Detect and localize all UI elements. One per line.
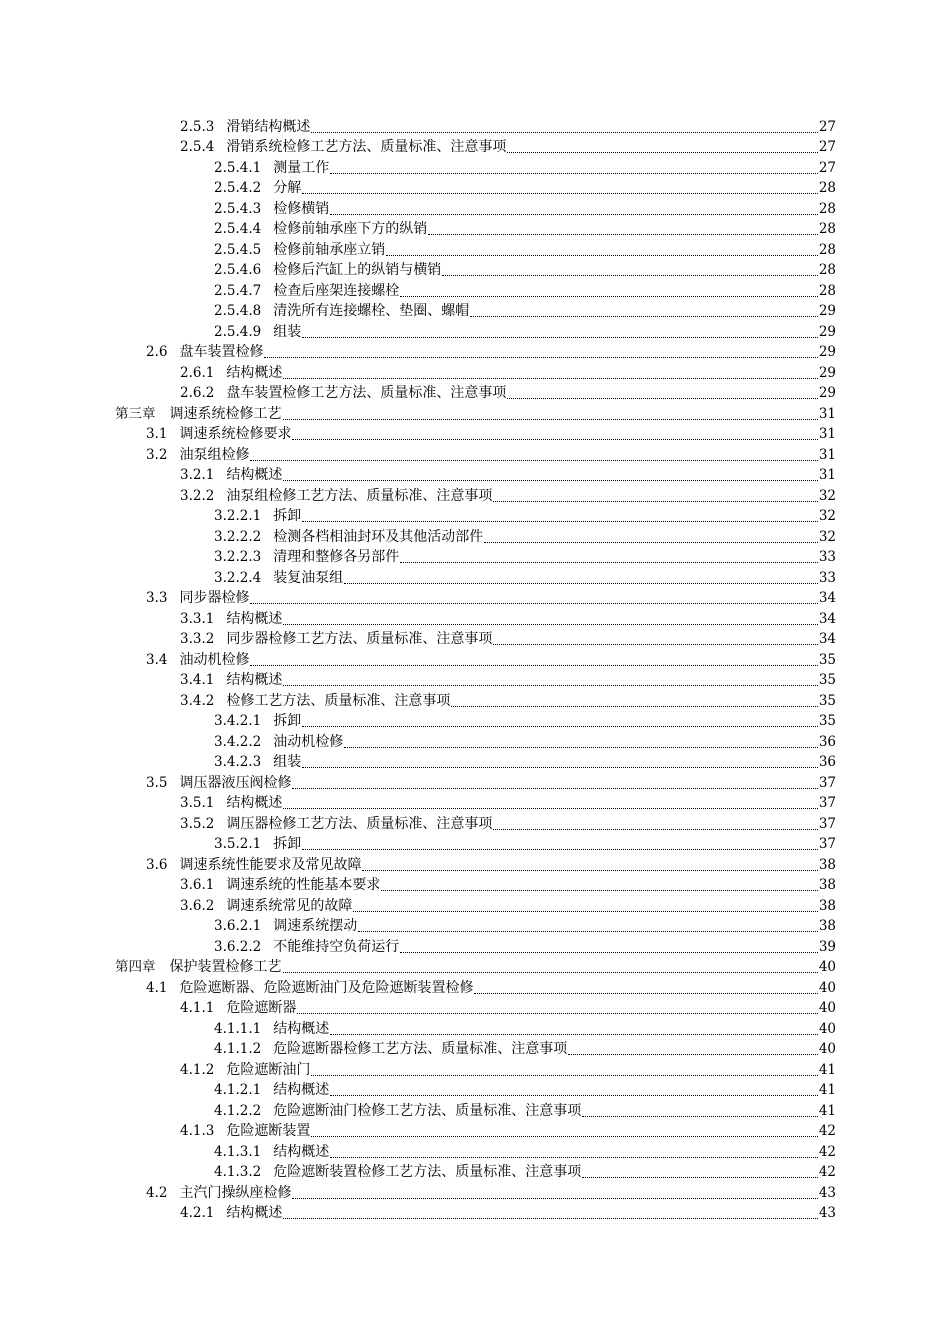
toc-dot-leader [250, 460, 817, 461]
toc-entry-title: 调速系统检修工艺 [169, 405, 282, 422]
toc-dot-leader [330, 1034, 818, 1035]
toc-entry-page-number: 31 [818, 467, 836, 483]
toc-dot-leader [292, 1198, 817, 1199]
toc-entry-page-number: 29 [818, 385, 836, 401]
toc-entry-page-number: 35 [818, 692, 836, 709]
toc-dot-leader [311, 132, 817, 133]
toc-dot-leader [400, 562, 818, 563]
toc-entry-title: 拆卸 [273, 713, 302, 729]
toc-entry-title: 调压器检修工艺方法、质量标准、注意事项 [226, 815, 493, 832]
toc-entry[interactable] [0, 300, 836, 321]
toc-entry[interactable] [0, 1202, 836, 1223]
toc-entry-page-number: 37 [818, 774, 836, 791]
toc-entry-number: 3.3.2 [180, 631, 215, 647]
toc-entry-title: 清洗所有连接螺栓、垫圈、螺帽 [273, 303, 470, 319]
toc-dot-leader [297, 1013, 817, 1014]
toc-entry-page-number: 37 [818, 836, 836, 852]
toc-entry-number: 2.5.4.6 [214, 262, 262, 278]
toc-entry-title: 分解 [273, 180, 302, 196]
toc-entry-page-number: 37 [818, 795, 836, 811]
toc-entry-page-number: 28 [818, 241, 836, 258]
toc-dot-leader [302, 521, 818, 522]
toc-entry[interactable] [0, 136, 836, 157]
toc-entry[interactable] [0, 1058, 836, 1079]
toc-entry[interactable] [0, 648, 836, 669]
toc-entry-number: 3.5.1 [180, 795, 215, 811]
toc-dot-leader [292, 788, 817, 789]
toc-entry-number: 3.6.2 [180, 897, 215, 914]
toc-entry-number: 4.2.1 [180, 1205, 215, 1221]
toc-dot-leader [283, 624, 817, 625]
toc-entry[interactable] [0, 587, 836, 608]
toc-dot-leader [292, 439, 817, 440]
toc-entry-number: 3.5 [146, 774, 168, 791]
toc-entry-page-number: 40 [818, 1041, 836, 1057]
toc-entry-title: 主汽门操纵座检修 [179, 1184, 292, 1201]
toc-entry-number: 4.1.3.2 [214, 1164, 262, 1180]
toc-entry[interactable] [0, 976, 836, 997]
toc-entry[interactable] [0, 833, 836, 854]
toc-entry-page-number: 38 [818, 897, 836, 914]
toc-entry-title: 滑销结构概述 [226, 118, 311, 135]
toc-entry[interactable] [0, 894, 836, 915]
toc-entry-page-number: 28 [818, 282, 836, 299]
toc-entry-title: 测量工作 [273, 159, 330, 176]
toc-entry-number: 2.5.4.2 [214, 180, 262, 196]
toc-entry-page-number: 33 [818, 549, 836, 565]
table-of-contents [0, 115, 950, 1222]
toc-entry-number: 3.5.2 [180, 815, 215, 832]
toc-entry-page-number: 35 [818, 651, 836, 668]
toc-dot-leader [283, 378, 817, 379]
toc-dot-leader [474, 993, 817, 994]
toc-entry-title: 清理和整修各另部件 [273, 549, 400, 565]
toc-entry[interactable] [0, 1099, 836, 1120]
toc-entry-title: 危险遮断油门检修工艺方法、质量标准、注意事项 [273, 1102, 582, 1119]
toc-entry[interactable] [0, 730, 836, 751]
toc-entry-page-number: 28 [818, 262, 836, 278]
toc-entry-page-number: 31 [818, 426, 836, 442]
toc-entry-page-number: 35 [818, 672, 836, 688]
toc-entry-number: 4.1.1.1 [214, 1020, 262, 1037]
toc-dot-leader [283, 972, 818, 973]
toc-entry-number: 4.2 [146, 1184, 168, 1201]
toc-entry-title: 同步器检修 [179, 590, 250, 606]
toc-entry[interactable] [0, 115, 836, 136]
toc-entry[interactable] [0, 484, 836, 505]
toc-entry-title: 调速系统性能要求及常见故障 [179, 856, 362, 873]
toc-entry-number: 第三章 [115, 405, 156, 422]
toc-entry-page-number: 36 [818, 733, 836, 750]
toc-dot-leader [302, 726, 818, 727]
toc-entry-title: 危险遮断装置检修工艺方法、质量标准、注意事项 [273, 1164, 582, 1180]
toc-entry-page-number: 31 [818, 405, 836, 422]
toc-dot-leader [358, 931, 818, 932]
toc-entry-page-number: 42 [818, 1164, 836, 1180]
toc-entry-page-number: 28 [818, 221, 836, 237]
toc-entry-page-number: 28 [818, 180, 836, 196]
toc-entry-number: 3.6.2.1 [214, 918, 262, 934]
toc-entry-title: 滑销系统检修工艺方法、质量标准、注意事项 [226, 139, 507, 155]
toc-entry[interactable] [0, 1161, 836, 1182]
toc-entry[interactable] [0, 464, 836, 485]
toc-entry-page-number: 38 [818, 856, 836, 873]
toc-entry-page-number: 42 [818, 1123, 836, 1139]
toc-dot-leader [283, 480, 817, 481]
toc-dot-leader [344, 583, 818, 584]
toc-entry-page-number: 27 [818, 139, 836, 155]
toc-dot-leader [302, 337, 818, 338]
toc-dot-leader [400, 296, 818, 297]
toc-entry-title: 检修前轴承座下方的纵销 [273, 221, 428, 237]
toc-entry-title: 危险遮断器、危险遮断油门及危险遮断装置检修 [179, 979, 474, 996]
toc-entry-number: 4.1.2.1 [214, 1082, 262, 1098]
toc-dot-leader [283, 419, 818, 420]
toc-entry-title: 结构概述 [226, 467, 283, 483]
toc-entry[interactable] [0, 915, 836, 936]
toc-entry[interactable] [0, 710, 836, 731]
toc-entry[interactable] [0, 1181, 836, 1202]
toc-dot-leader [470, 316, 818, 317]
toc-entry[interactable] [0, 997, 836, 1018]
toc-entry-page-number: 29 [818, 323, 836, 340]
toc-dot-leader [330, 173, 818, 174]
toc-entry-page-number: 34 [818, 590, 836, 606]
toc-entry-title: 结构概述 [273, 1143, 330, 1160]
toc-entry-page-number: 43 [818, 1184, 836, 1201]
toc-entry[interactable] [0, 853, 836, 874]
toc-entry[interactable] [0, 935, 836, 956]
toc-entry-number: 3.5.2.1 [214, 836, 262, 852]
toc-dot-leader [493, 644, 817, 645]
toc-entry-title: 组装 [273, 323, 302, 340]
toc-entry-title: 结构概述 [226, 364, 283, 381]
toc-entry[interactable] [0, 1120, 836, 1141]
toc-entry[interactable] [0, 1079, 836, 1100]
toc-entry-title: 组装 [273, 754, 302, 770]
toc-entry-page-number: 29 [818, 303, 836, 319]
toc-entry[interactable] [0, 443, 836, 464]
toc-dot-leader [493, 501, 817, 502]
toc-entry-number: 4.1.1.2 [214, 1041, 262, 1057]
toc-dot-leader [442, 275, 818, 276]
toc-entry[interactable] [0, 607, 836, 628]
toc-entry-number: 3.6 [146, 856, 168, 873]
toc-entry-page-number: 41 [818, 1061, 836, 1078]
toc-entry-number: 2.5.4.4 [214, 221, 262, 237]
toc-entry-number: 第四章 [115, 959, 156, 975]
toc-entry-title: 检修后汽缸上的纵销与横销 [273, 262, 442, 278]
toc-entry-page-number: 43 [818, 1205, 836, 1221]
toc-entry[interactable] [0, 689, 836, 710]
toc-entry-number: 3.2.2.4 [214, 569, 262, 586]
toc-entry-number: 2.5.4.5 [214, 241, 262, 258]
toc-dot-leader [362, 870, 817, 871]
toc-entry-number: 3.4.1 [180, 672, 215, 688]
toc-entry-number: 4.1.3 [180, 1123, 215, 1139]
toc-entry-number: 2.5.4.9 [214, 323, 262, 340]
toc-entry-page-number: 39 [818, 938, 836, 955]
toc-entry-number: 4.1.2 [180, 1061, 215, 1078]
toc-entry-page-number: 27 [818, 118, 836, 135]
toc-entry[interactable] [0, 505, 836, 526]
toc-entry[interactable] [0, 320, 836, 341]
toc-entry-title: 检修前轴承座立销 [273, 241, 386, 258]
toc-dot-leader [311, 1136, 817, 1137]
toc-dot-leader [311, 1075, 817, 1076]
toc-entry-number: 3.2 [146, 446, 168, 463]
toc-entry-title: 拆卸 [273, 836, 302, 852]
toc-entry-number: 3.2.2.2 [214, 528, 262, 545]
toc-entry-number: 2.5.3 [180, 118, 215, 135]
toc-entry-page-number: 36 [818, 754, 836, 770]
toc-entry[interactable] [0, 156, 836, 177]
toc-dot-leader [582, 1116, 818, 1117]
toc-entry-title: 检修工艺方法、质量标准、注意事项 [226, 692, 451, 709]
toc-dot-leader [568, 1054, 818, 1055]
toc-entry-number: 3.2.2.3 [214, 549, 262, 565]
toc-entry-page-number: 42 [818, 1143, 836, 1160]
toc-entry-page-number: 28 [818, 200, 836, 217]
toc-dot-leader [493, 829, 817, 830]
toc-entry-number: 2.5.4.8 [214, 303, 262, 319]
toc-entry-number: 3.2.2 [180, 487, 215, 504]
toc-entry-page-number: 35 [818, 713, 836, 729]
toc-entry-title: 油泵组检修 [179, 446, 250, 463]
toc-entry-page-number: 34 [818, 610, 836, 627]
toc-entry[interactable] [0, 423, 836, 444]
toc-entry-number: 2.5.4.1 [214, 159, 262, 176]
toc-entry-number: 3.2.2.1 [214, 508, 262, 524]
toc-entry-title: 装复油泵组 [273, 569, 344, 586]
toc-entry[interactable] [0, 628, 836, 649]
toc-entry[interactable] [0, 771, 836, 792]
toc-entry-page-number: 37 [818, 815, 836, 832]
toc-entry-number: 4.1 [146, 979, 168, 996]
toc-entry-number: 3.3.1 [180, 610, 215, 627]
toc-entry[interactable] [0, 956, 836, 977]
toc-entry-number: 4.1.3.1 [214, 1143, 262, 1160]
toc-entry-title: 调速系统的性能基本要求 [226, 877, 381, 893]
toc-entry-title: 结构概述 [226, 795, 283, 811]
toc-dot-leader [428, 234, 818, 235]
toc-dot-leader [484, 542, 818, 543]
toc-entry-number: 2.6.1 [180, 364, 215, 381]
toc-entry[interactable] [0, 1038, 836, 1059]
toc-dot-leader [283, 1218, 817, 1219]
toc-entry-title: 检测各档相油封环及其他活动部件 [273, 528, 484, 545]
toc-entry-number: 3.4.2.2 [214, 733, 262, 750]
toc-dot-leader [302, 767, 818, 768]
toc-dot-leader [283, 685, 817, 686]
toc-entry-title: 危险遮断装置 [226, 1123, 311, 1139]
toc-entry[interactable] [0, 874, 836, 895]
toc-entry-page-number: 29 [818, 344, 836, 360]
toc-dot-leader [353, 911, 817, 912]
toc-entry-page-number: 40 [818, 959, 836, 975]
toc-entry-title: 调速系统摆动 [273, 918, 358, 934]
toc-entry-title: 结构概述 [226, 672, 283, 688]
toc-entry[interactable] [0, 279, 836, 300]
toc-entry[interactable] [0, 402, 836, 423]
toc-entry-number: 3.2.1 [180, 467, 215, 483]
toc-entry-number: 3.4.2.1 [214, 713, 262, 729]
toc-entry-page-number: 34 [818, 631, 836, 647]
toc-entry-title: 结构概述 [226, 610, 283, 627]
toc-entry-page-number: 40 [818, 979, 836, 996]
toc-dot-leader [344, 747, 818, 748]
toc-entry-number: 2.5.4 [180, 139, 215, 155]
toc-entry-title: 结构概述 [226, 1205, 283, 1221]
toc-entry-page-number: 27 [818, 159, 836, 176]
toc-dot-leader [264, 357, 817, 358]
toc-dot-leader [507, 152, 817, 153]
toc-entry-page-number: 31 [818, 446, 836, 463]
toc-entry[interactable] [0, 1017, 836, 1038]
toc-dot-leader [330, 1095, 818, 1096]
toc-entry-title: 检查后座架连接螺栓 [273, 282, 400, 299]
toc-entry-number: 3.4.2.3 [214, 754, 262, 770]
toc-entry-page-number: 32 [818, 508, 836, 524]
toc-entry-number: 4.1.2.2 [214, 1102, 262, 1119]
toc-entry[interactable] [0, 238, 836, 259]
toc-entry[interactable] [0, 361, 836, 382]
toc-dot-leader [250, 665, 817, 666]
toc-entry-number: 4.1.1 [180, 1000, 215, 1016]
toc-dot-leader [302, 193, 818, 194]
toc-entry-page-number: 29 [818, 364, 836, 381]
toc-dot-leader [400, 952, 818, 953]
toc-dot-leader [381, 890, 817, 891]
toc-dot-leader [250, 603, 817, 604]
toc-dot-leader [507, 398, 817, 399]
toc-entry[interactable] [0, 566, 836, 587]
toc-entry-title: 盘车装置检修 [179, 344, 264, 360]
toc-entry-number: 3.6.2.2 [214, 938, 262, 955]
toc-dot-leader [330, 214, 818, 215]
toc-entry-page-number: 33 [818, 569, 836, 586]
toc-entry-title: 危险遮断油门 [226, 1061, 311, 1078]
toc-entry-number: 3.6.1 [180, 877, 215, 893]
toc-dot-leader [582, 1177, 818, 1178]
toc-entry-title: 检修横销 [273, 200, 330, 217]
toc-entry-title: 调压器液压阀检修 [179, 774, 292, 791]
toc-entry-title: 结构概述 [273, 1020, 330, 1037]
toc-dot-leader [386, 255, 818, 256]
toc-entry-page-number: 38 [818, 918, 836, 934]
toc-entry-title: 拆卸 [273, 508, 302, 524]
toc-entry-title: 结构概述 [273, 1082, 330, 1098]
toc-entry[interactable] [0, 382, 836, 403]
toc-entry-number: 3.4.2 [180, 692, 215, 709]
toc-entry[interactable] [0, 669, 836, 690]
toc-entry-page-number: 38 [818, 877, 836, 893]
toc-entry-number: 2.6 [146, 344, 168, 360]
toc-entry[interactable] [0, 525, 836, 546]
toc-entry-page-number: 41 [818, 1102, 836, 1119]
toc-entry-title: 油动机检修 [179, 651, 250, 668]
toc-entry[interactable] [0, 259, 836, 280]
toc-entry-title: 同步器检修工艺方法、质量标准、注意事项 [226, 631, 493, 647]
toc-entry-title: 油泵组检修工艺方法、质量标准、注意事项 [226, 487, 493, 504]
toc-entry-number: 3.1 [146, 426, 168, 442]
toc-entry[interactable] [0, 751, 836, 772]
toc-entry-number: 2.5.4.3 [214, 200, 262, 217]
toc-entry-page-number: 32 [818, 528, 836, 545]
toc-entry[interactable] [0, 546, 836, 567]
toc-entry-number: 3.4 [146, 651, 168, 668]
toc-entry-number: 2.5.4.7 [214, 282, 262, 299]
toc-entry-title: 保护装置检修工艺 [169, 959, 282, 975]
toc-entry-number: 3.3 [146, 590, 168, 606]
toc-entry-page-number: 40 [818, 1020, 836, 1037]
toc-dot-leader [330, 1157, 818, 1158]
toc-entry[interactable] [0, 341, 836, 362]
toc-entry-page-number: 40 [818, 1000, 836, 1016]
toc-entry-title: 盘车装置检修工艺方法、质量标准、注意事项 [226, 385, 507, 401]
toc-entry[interactable] [0, 812, 836, 833]
toc-entry-page-number: 41 [818, 1082, 836, 1098]
toc-entry[interactable] [0, 1140, 836, 1161]
toc-entry-title: 调速系统检修要求 [179, 426, 292, 442]
toc-entry-title: 不能维持空负荷运行 [273, 938, 400, 955]
toc-dot-leader [283, 808, 817, 809]
toc-dot-leader [302, 849, 818, 850]
toc-entry[interactable] [0, 218, 836, 239]
toc-entry-number: 2.6.2 [180, 385, 215, 401]
toc-entry-title: 油动机检修 [273, 733, 344, 750]
toc-entry-title: 危险遮断器 [226, 1000, 297, 1016]
toc-entry[interactable] [0, 792, 836, 813]
toc-entry[interactable] [0, 197, 836, 218]
toc-entry-page-number: 32 [818, 487, 836, 504]
toc-entry[interactable] [0, 177, 836, 198]
toc-entry-title: 调速系统常见的故障 [226, 897, 353, 914]
toc-dot-leader [451, 706, 817, 707]
toc-entry-title: 危险遮断器检修工艺方法、质量标准、注意事项 [273, 1041, 568, 1057]
